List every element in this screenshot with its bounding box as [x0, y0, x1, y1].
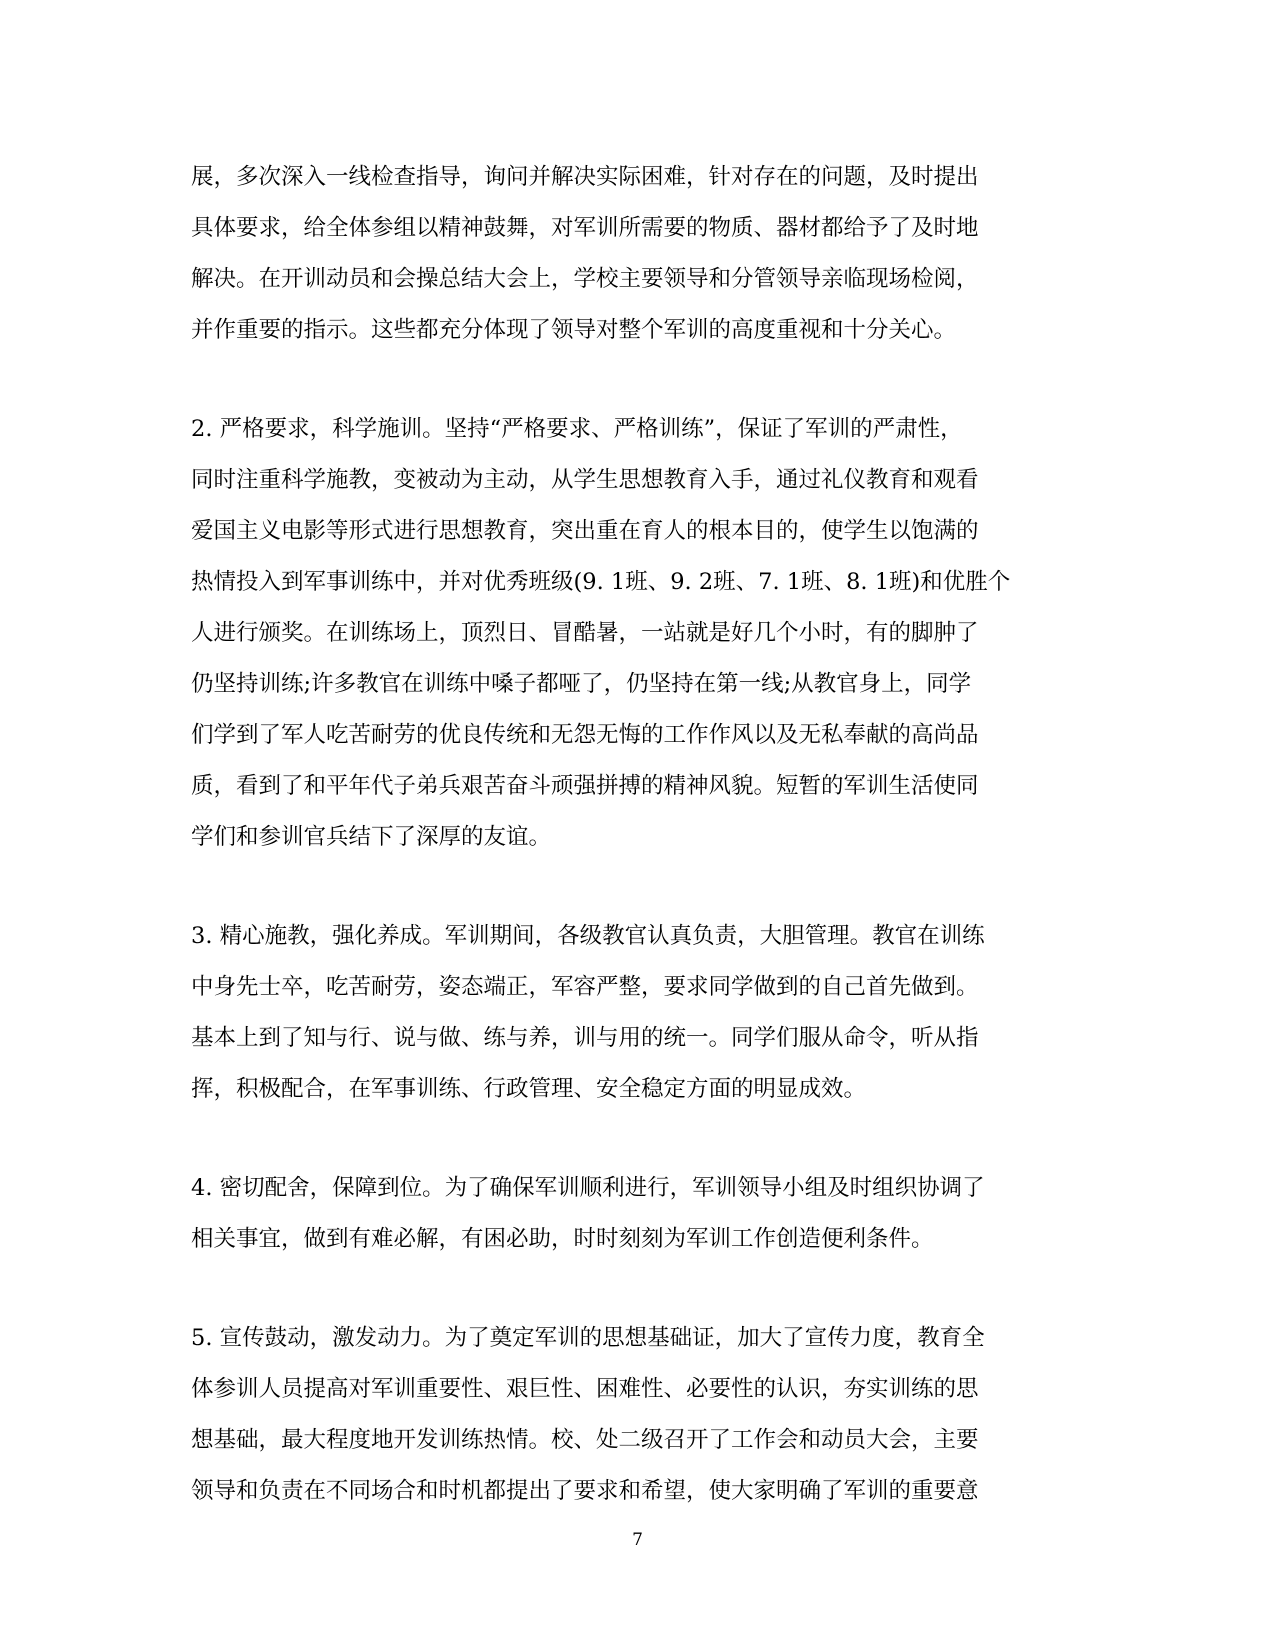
text-line: 具体要求，给全体参组以精神鼓舞，对军训所需要的物质、器材都给予了及时地 [191, 215, 979, 241]
paragraph-item-4 [191, 1163, 1071, 1265]
text-line: 2. 严格要求，科学施训。坚持“严格要求、严格训练”，保证了军训的严肃性， [191, 416, 963, 442]
text-line: 5. 宣传鼓动，激发动力。为了奠定军训的思想基础证，加大了宣传力度，教育全 [191, 1325, 985, 1351]
text-line: 3. 精心施教，强化养成。军训期间，各级教官认真负责，大胆管理。教官在训练 [191, 923, 985, 949]
paragraph-item-5 [191, 1313, 1071, 1517]
text-line: 同时注重科学施教，变被动为主动，从学生思想教育入手，通过礼仪教育和观看 [191, 467, 979, 493]
text-line: 基本上到了知与行、说与做、练与养，训与用的统一。同学们服从命令，听从指 [191, 1025, 979, 1051]
page-number: 7 [632, 1530, 643, 1550]
text-line: 领导和负责在不同场合和时机都提出了要求和希望，使大家明确了军训的重要意 [191, 1478, 979, 1504]
text-line: 学们和参训官兵结下了深厚的友谊。 [191, 824, 552, 850]
text-line: 热情投入到军事训练中，并对优秀班级(9. 1班、9. 2班、7. 1班、8. 1班)和优胜个 [191, 569, 1011, 595]
text-line: 并作重要的指示。这些都充分体现了领导对整个军训的高度重视和十分关心。 [191, 317, 957, 343]
text-line: 质，看到了和平年代子弟兵艰苦奋斗顽强拼搏的精神风貌。短暂的军训生活使同 [191, 773, 979, 799]
document-body [191, 152, 1071, 1565]
paragraph-leadership-continuation [191, 152, 1071, 356]
text-line: 解决。在开训动员和会操总结大会上，学校主要领导和分管领导亲临现场检阅， [191, 266, 979, 292]
text-line: 体参训人员提高对军训重要性、艰巨性、困难性、必要性的认识，夯实训练的思 [191, 1376, 979, 1402]
text-line: 相关事宜，做到有难必解，有困必助，时时刻刻为军训工作创造便利条件。 [191, 1226, 934, 1252]
text-line: 爱国主义电影等形式进行思想教育，突出重在育人的根本目的，使学生以饱满的 [191, 518, 979, 544]
text-line: 仍坚持训练;许多教官在训练中嗓子都哑了，仍坚持在第一线;从教官身上，同学 [191, 671, 972, 697]
text-line: 展，多次深入一线检查指导，询问并解决实际困难，针对存在的问题，及时提出 [191, 164, 979, 190]
paragraph-item-2 [191, 404, 1071, 863]
text-line: 想基础，最大程度地开发训练热情。校、处二级召开了工作会和动员大会，主要 [191, 1427, 979, 1453]
text-line: 人进行颁奖。在训练场上，顶烈日、冒酷暑，一站就是好几个小时，有的脚肿了 [191, 620, 979, 646]
text-line: 4. 密切配舍，保障到位。为了确保军训顺利进行，军训领导小组及时组织协调了 [191, 1175, 985, 1201]
text-line: 们学到了军人吃苦耐劳的优良传统和无怨无悔的工作作风以及无私奉献的高尚品 [191, 722, 979, 748]
text-line: 中身先士卒，吃苦耐劳，姿态端正，军容严整，要求同学做到的自己首先做到。 [191, 974, 979, 1000]
text-line: 挥，积极配合，在军事训练、行政管理、安全稳定方面的明显成效。 [191, 1076, 867, 1102]
paragraph-item-3 [191, 911, 1071, 1115]
